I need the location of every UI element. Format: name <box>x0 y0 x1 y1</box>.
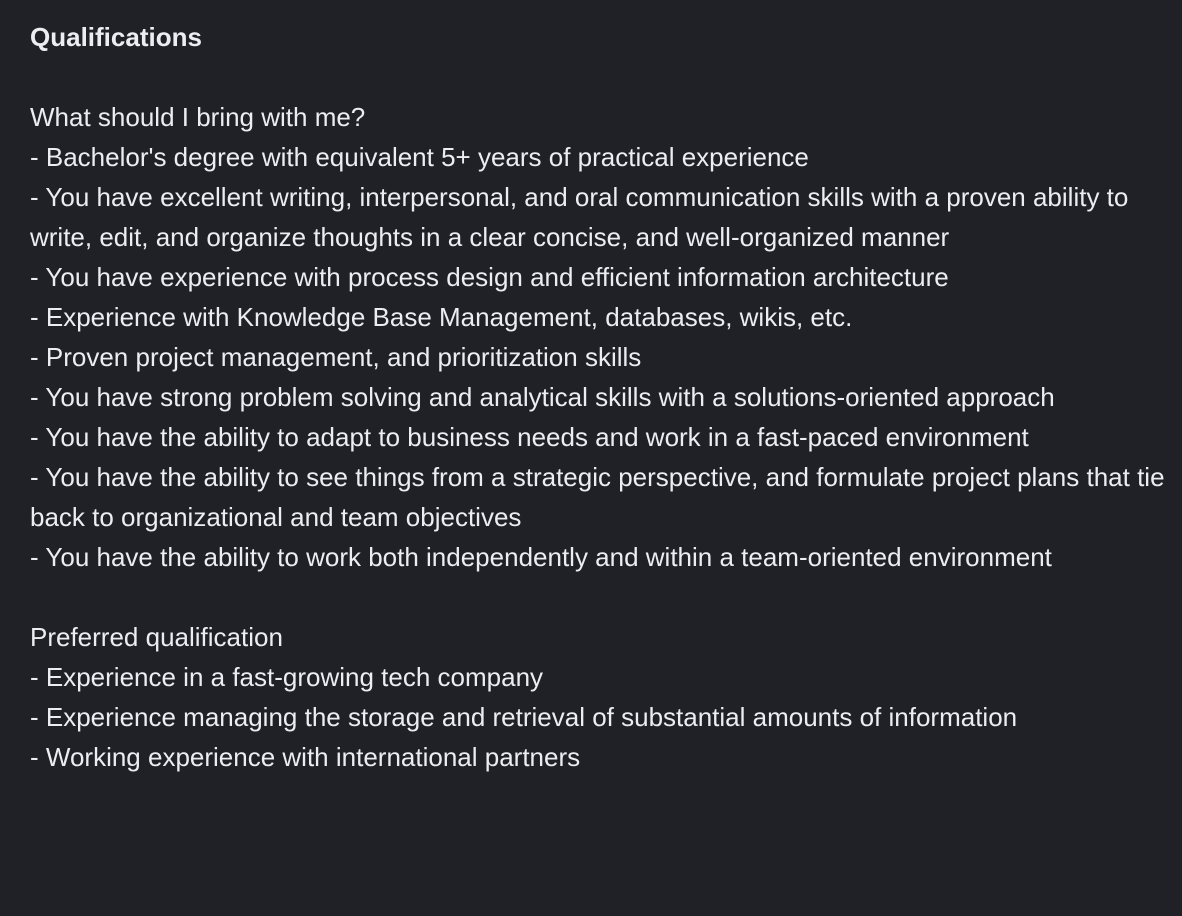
required-item: - Proven project management, and prioritization skills <box>30 342 642 372</box>
required-item: - You have experience with process design and efficient information architecture <box>30 262 949 292</box>
spacer <box>30 57 1170 97</box>
preferred-item: - Working experience with international partners <box>30 742 581 772</box>
preferred-item: - Experience in a fast-growing tech company <box>30 662 544 692</box>
required-intro: What should I bring with me? <box>30 102 366 132</box>
qualifications-section <box>30 17 1170 777</box>
required-item: - Experience with Knowledge Base Management, databases, wikis, etc. <box>30 302 853 332</box>
required-item: - You have excellent writing, interpersonal, and oral communication skills with a proven ability to write, edit, and organize thoughts in a clear concise, and well-organized manner <box>30 182 1129 252</box>
preferred-qualifications <box>30 617 1170 777</box>
spacer <box>30 577 1170 617</box>
preferred-intro: Preferred qualification <box>30 622 283 652</box>
required-qualifications <box>30 97 1170 577</box>
required-item: - You have strong problem solving and analytical skills with a solutions-oriented approach <box>30 382 1055 412</box>
required-item: - Bachelor's degree with equivalent 5+ years of practical experience <box>30 142 809 172</box>
preferred-item: - Experience managing the storage and retrieval of substantial amounts of information <box>30 702 1018 732</box>
section-title: Qualifications <box>30 22 202 52</box>
required-item: - You have the ability to adapt to business needs and work in a fast-paced environment <box>30 422 1029 452</box>
required-item: - You have the ability to work both independently and within a team-oriented environment <box>30 542 1052 572</box>
required-item: - You have the ability to see things from a strategic perspective, and formulate project plans that tie back to organizational and team objectives <box>30 462 1165 532</box>
